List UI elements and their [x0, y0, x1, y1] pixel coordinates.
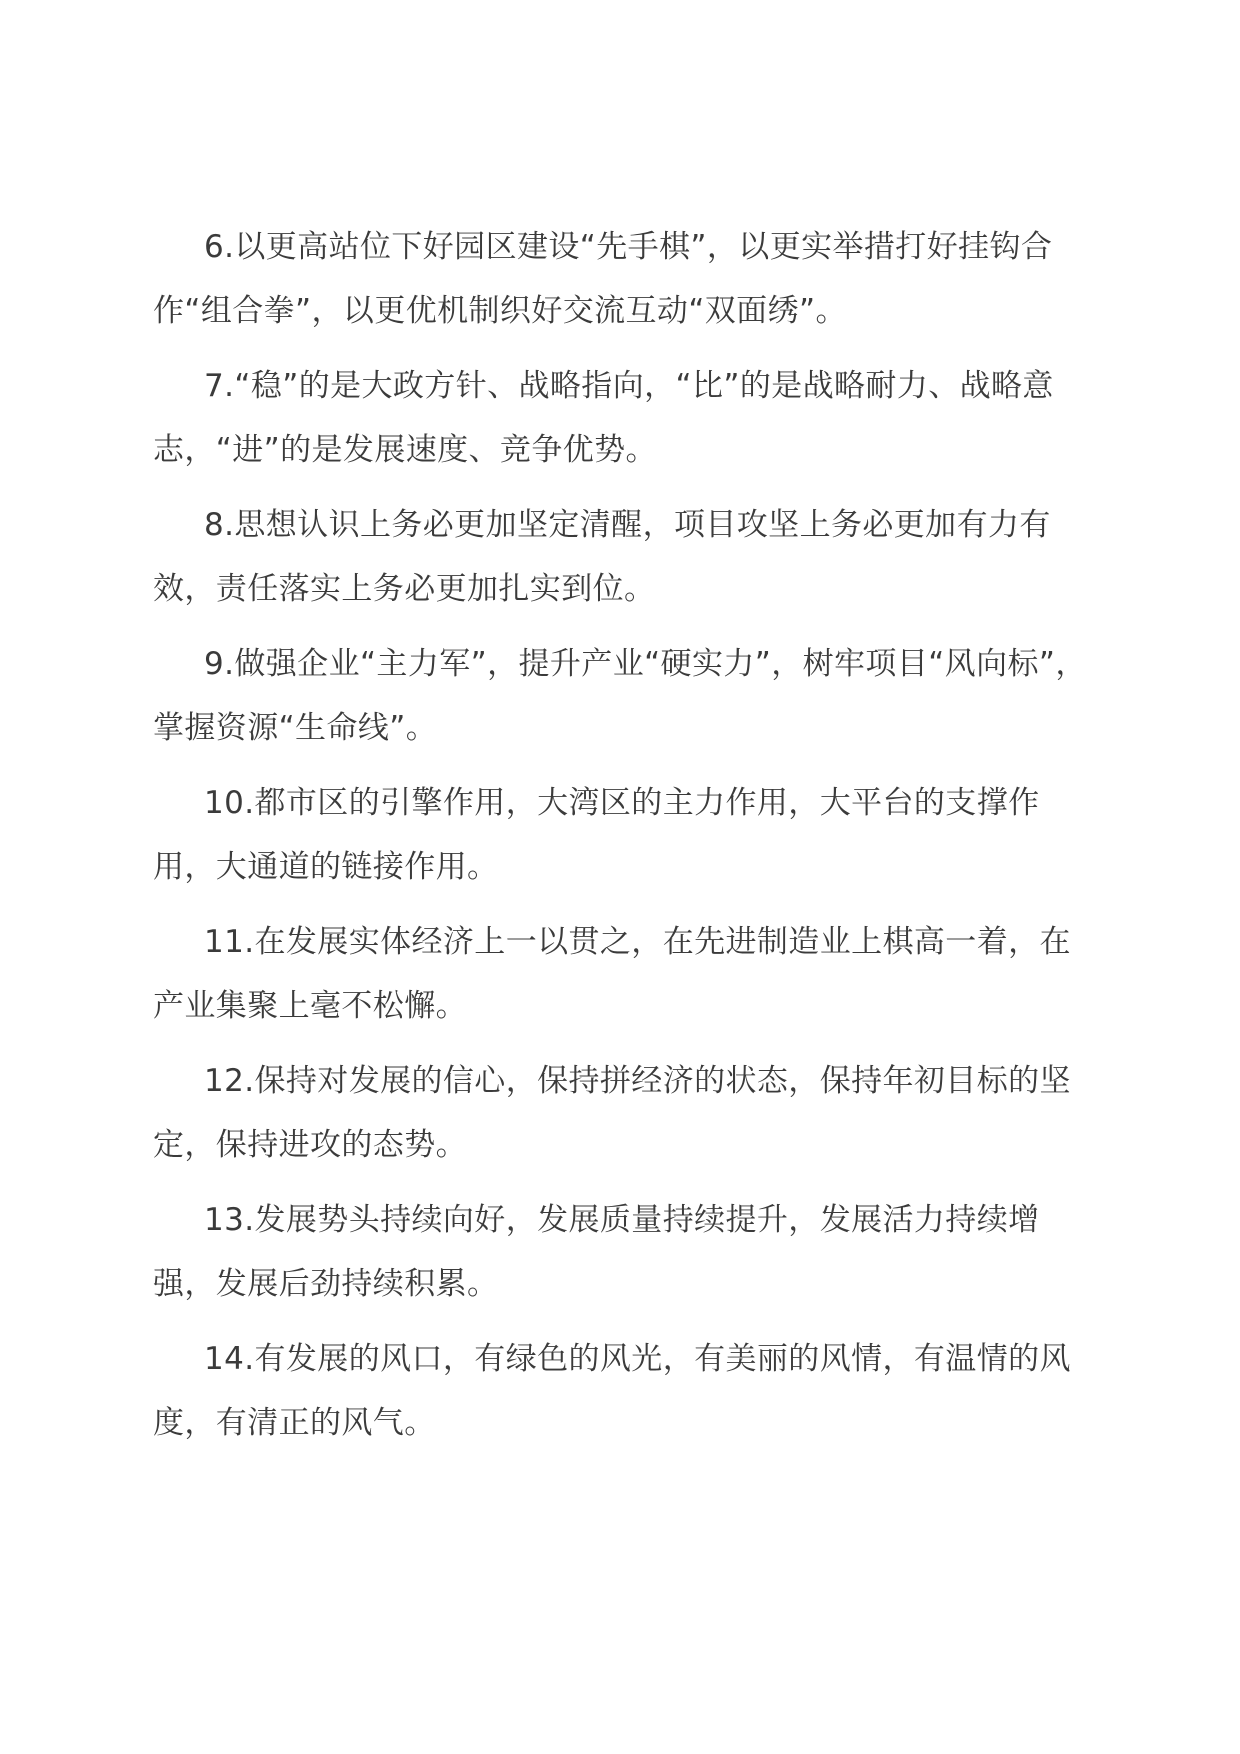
paragraph-14: 14.有发展的风口，有绿色的风光，有美丽的风情，有温情的风度，有清正的风气。	[153, 1341, 1071, 1441]
paragraph-10: 10.都市区的引擎作用，大湾区的主力作用，大平台的支撑作用，大通道的链接作用。	[153, 785, 1040, 885]
document-body	[153, 215, 1098, 1466]
paragraph-11: 11.在发展实体经济上一以贯之，在先进制造业上棋高一着，在产业集聚上毫不松懈。	[153, 924, 1071, 1024]
paragraph-12: 12.保持对发展的信心，保持拼经济的状态，保持年初目标的坚定，保持进攻的态势。	[153, 1063, 1071, 1163]
paragraph-13: 13.发展势头持续向好，发展质量持续提升，发展活力持续增强，发展后劲持续积累。	[153, 1202, 1040, 1302]
paragraph-9: 9.做强企业“主力军”，提升产业“硬实力”，树牢项目“风向标”，掌握资源“生命线”。	[153, 646, 1087, 746]
paragraph-8: 8.思想认识上务必更加坚定清醒，项目攻坚上务必更加有力有效，责任落实上务必更加扎实到位。	[153, 507, 1051, 607]
paragraph-7: 7.“稳”的是大政方针、战略指向，“比”的是战略耐力、战略意志，“进”的是发展速度、竞争优势。	[153, 368, 1054, 468]
paragraph-6: 6.以更高站位下好园区建设“先手棋”，以更实举措打好挂钩合作“组合拳”，以更优机制织好交流互动“双面绣”。	[153, 229, 1053, 329]
